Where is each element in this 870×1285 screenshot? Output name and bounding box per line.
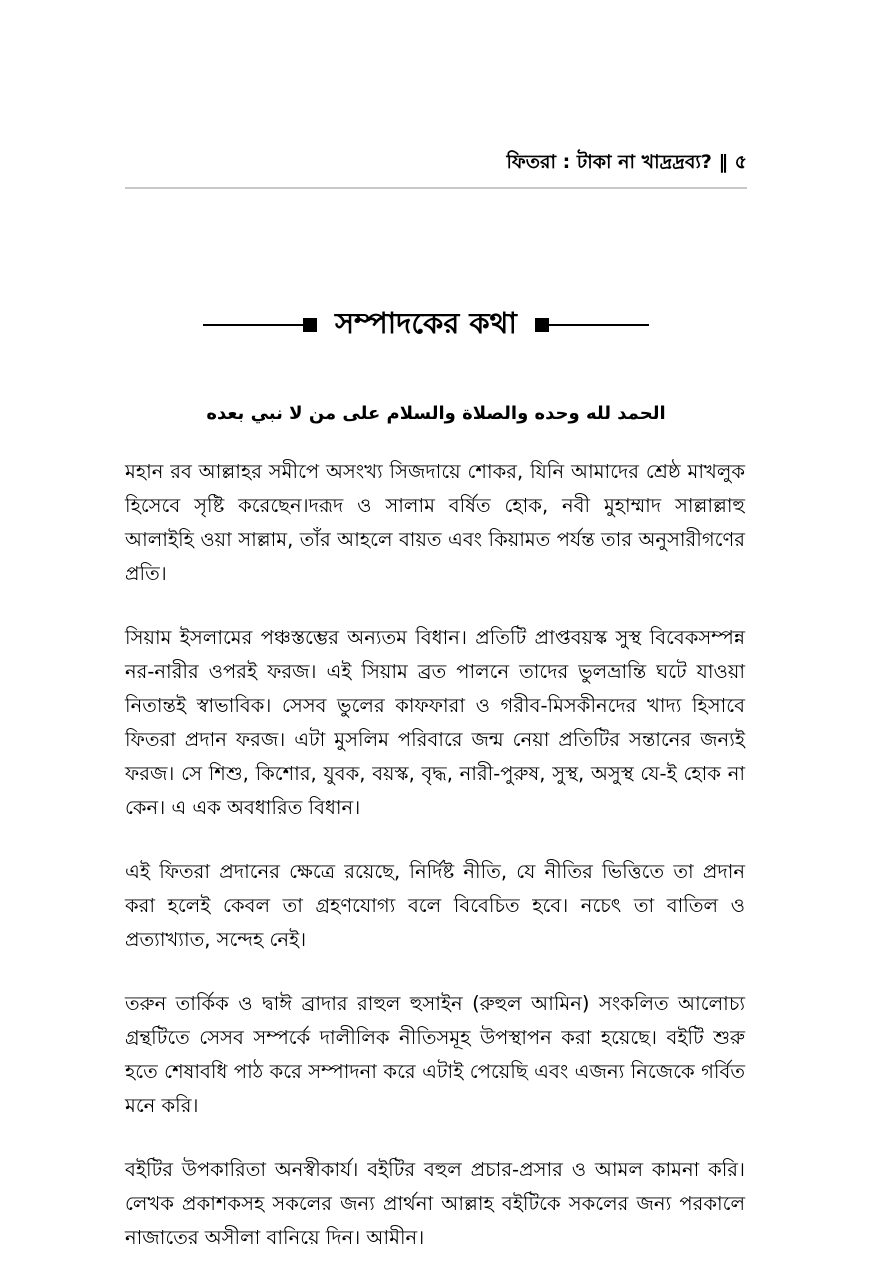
paragraph: বইটির উপকারিতা অনস্বীকার্য। বইটির বহুল প্রচার-প্রসার ও আমল কামনা করি। লেখক প্রকাশকসহ সকলের জন্য প্রার্থনা আল্লাহ বইটিকে সকলের জন্য পরকালে নাজাতের অসীলা বানিয়ে দিন। আমীন। xyxy=(125,1158,745,1249)
paragraph: তরুন তার্কিক ও দ্বাঈ ব্রাদার রাহুল হুসাইন (রুহুল আমিন) সংকলিত আলোচ্য গ্রন্থটিতে সেসব সম্পর্কে দালীলিক নীতিসমূহ উপস্থাপন করা হয়েছে। বইটি শুরু হতে শেষাবধি পাঠ করে সম্পাদনা করে এটাই পেয়েছি এবং এজন্য নিজেকে গর্বিত মনে করি। xyxy=(125,992,745,1117)
paragraph: সিয়াম ইসলামের পঞ্চস্তম্ভের অন্যতম বিধান। প্রতিটি প্রাপ্তবয়স্ক সুস্থ বিবেকসম্পন্ন নর-নারীর ওপরই ফরজ। এই সিয়াম ব্রত পালনে তাদের ভুলভ্রান্তি ঘটে যাওয়া নিতান্তই স্বাভাবিক। সেসব ভুলের কাফফারা ও গরীব-মিসকীনদের খাদ্য হিসাবে ফিতরা প্রদান ফরজ। এটা মুসলিম পরিবারে জন্ম নেয়া প্রতিটির সন্তানের জন্যই ফরজ। সে শিশু, কিশোর, যুবক, বয়স্ক, বৃদ্ধ, নারী-পুরুষ, সুস্থ, অসুস্থ যে-ই হোক না কেন। এ এক অবধারিত বিধান। xyxy=(125,626,745,819)
header-divider xyxy=(125,187,747,189)
heading-square-right-icon xyxy=(535,318,549,332)
section-title: সম্পাদকের কথা xyxy=(335,305,517,340)
heading-rule-left xyxy=(203,324,303,326)
running-header: ফিতরা : টাকা না খাদ্রদ্রব্য? ‖ ৫ xyxy=(506,151,747,173)
heading-square-left-icon xyxy=(303,318,317,332)
arabic-opening: الحمد لله وحده والصلاة والسلام على من لا نبي بعده xyxy=(206,403,666,424)
heading-rule-right xyxy=(549,324,649,326)
paragraph: মহান রব আল্লাহর সমীপে অসংখ্য সিজদায়ে শোকর, যিনি আমাদের শ্রেষ্ঠ মাখলুক হিসেবে সৃষ্টি করেছেন।দরূদ ও সালাম বর্ষিত হোক, নবী মুহাম্মাদ সাল্লাল্লাহু আলাইহি ওয়া সাল্লাম, তাঁর আহলে বায়ত এবং কিয়ামত পর্যন্ত তার অনুসারীগণের প্রতি। xyxy=(125,460,745,585)
section-heading xyxy=(203,300,669,350)
body-text xyxy=(125,455,745,1285)
paragraph: এই ফিতরা প্রদানের ক্ষেত্রে রয়েছে, নির্দিষ্ট নীতি, যে নীতির ভিত্তিতে তা প্রদান করা হলেই কেবল তা গ্রহণযোগ্য বলে বিবেচিত হবে। নচেৎ তা বাতিল ও প্রত্যাখ্যাত, সন্দেহ নেই। xyxy=(125,860,745,951)
